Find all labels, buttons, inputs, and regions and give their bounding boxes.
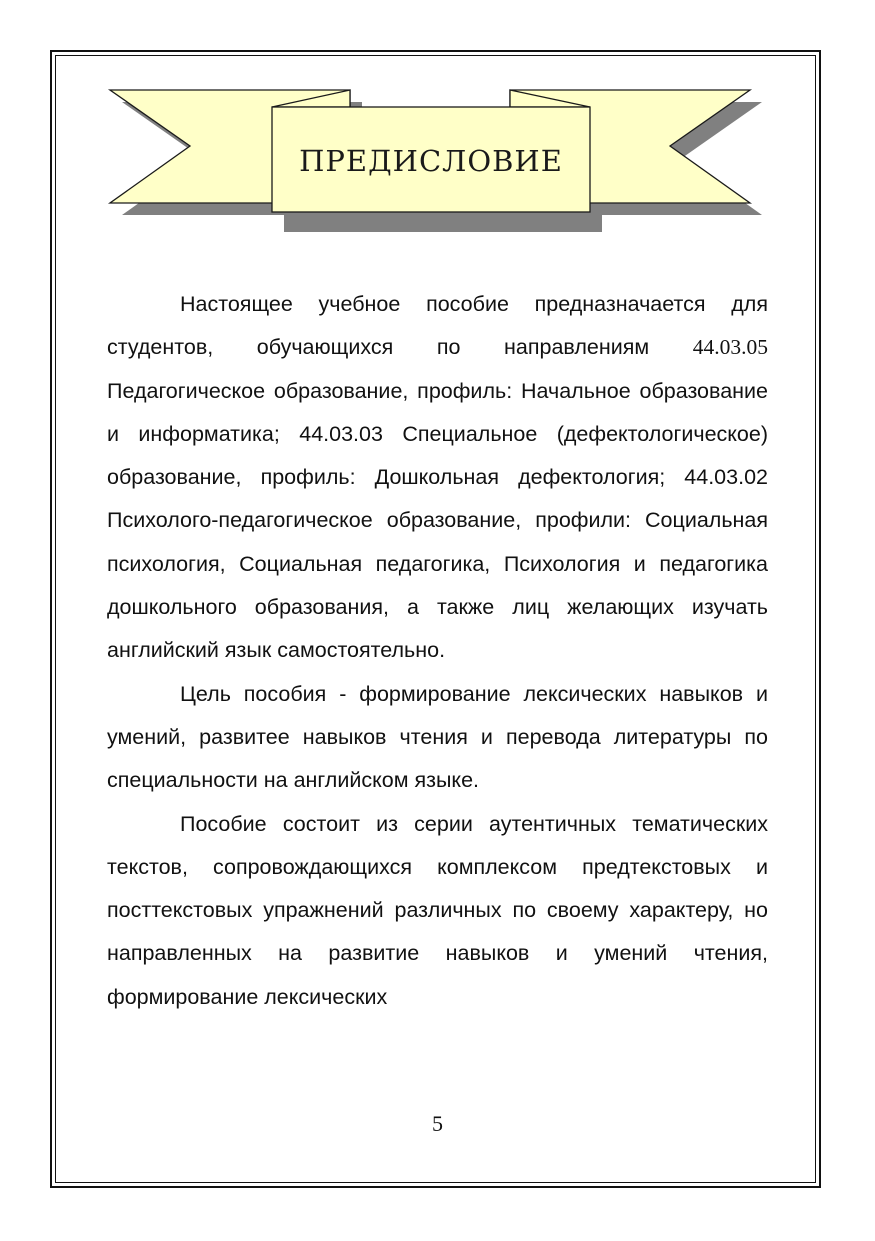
page-title: ПРЕДИСЛОВИЕ (299, 143, 563, 178)
paragraph-2: Цель пособия - формирование лексических навыков и умений, развитее навыков чтения и перевода литературы по специальности на английском языке. (107, 681, 768, 793)
paragraph-3: Пособие состоит из серии аутентичных тематических текстов, сопровождающихся комплексом предтекстовых и посттекстовых упражнений различных по своему характеру, но направленных на развитие навыков и умений чтения, формирование лексических (107, 811, 768, 1009)
paragraph-1 (107, 283, 768, 673)
page-number: 5 (432, 1111, 443, 1136)
preface-body (107, 283, 768, 1019)
paragraph-1-rest: Педагогическое образование, профиль: Начальное образование и информатика; 44.03.03 Специальное (дефектологическое) образование, профиль: Дошкольная дефектология; 44.03.02 Психолого-педагогическое образование, профили: Социальная психология, Социальная педагогика, Психология и педагогика дошкольного образования, а также лиц желающих изучать английский язык самостоятельно. (107, 378, 768, 663)
direction-code: 44.03.05 (692, 335, 768, 360)
paragraph-1-start: Настоящее учебное пособие предназначается для студентов, обучающихся по направлениям (107, 292, 768, 360)
